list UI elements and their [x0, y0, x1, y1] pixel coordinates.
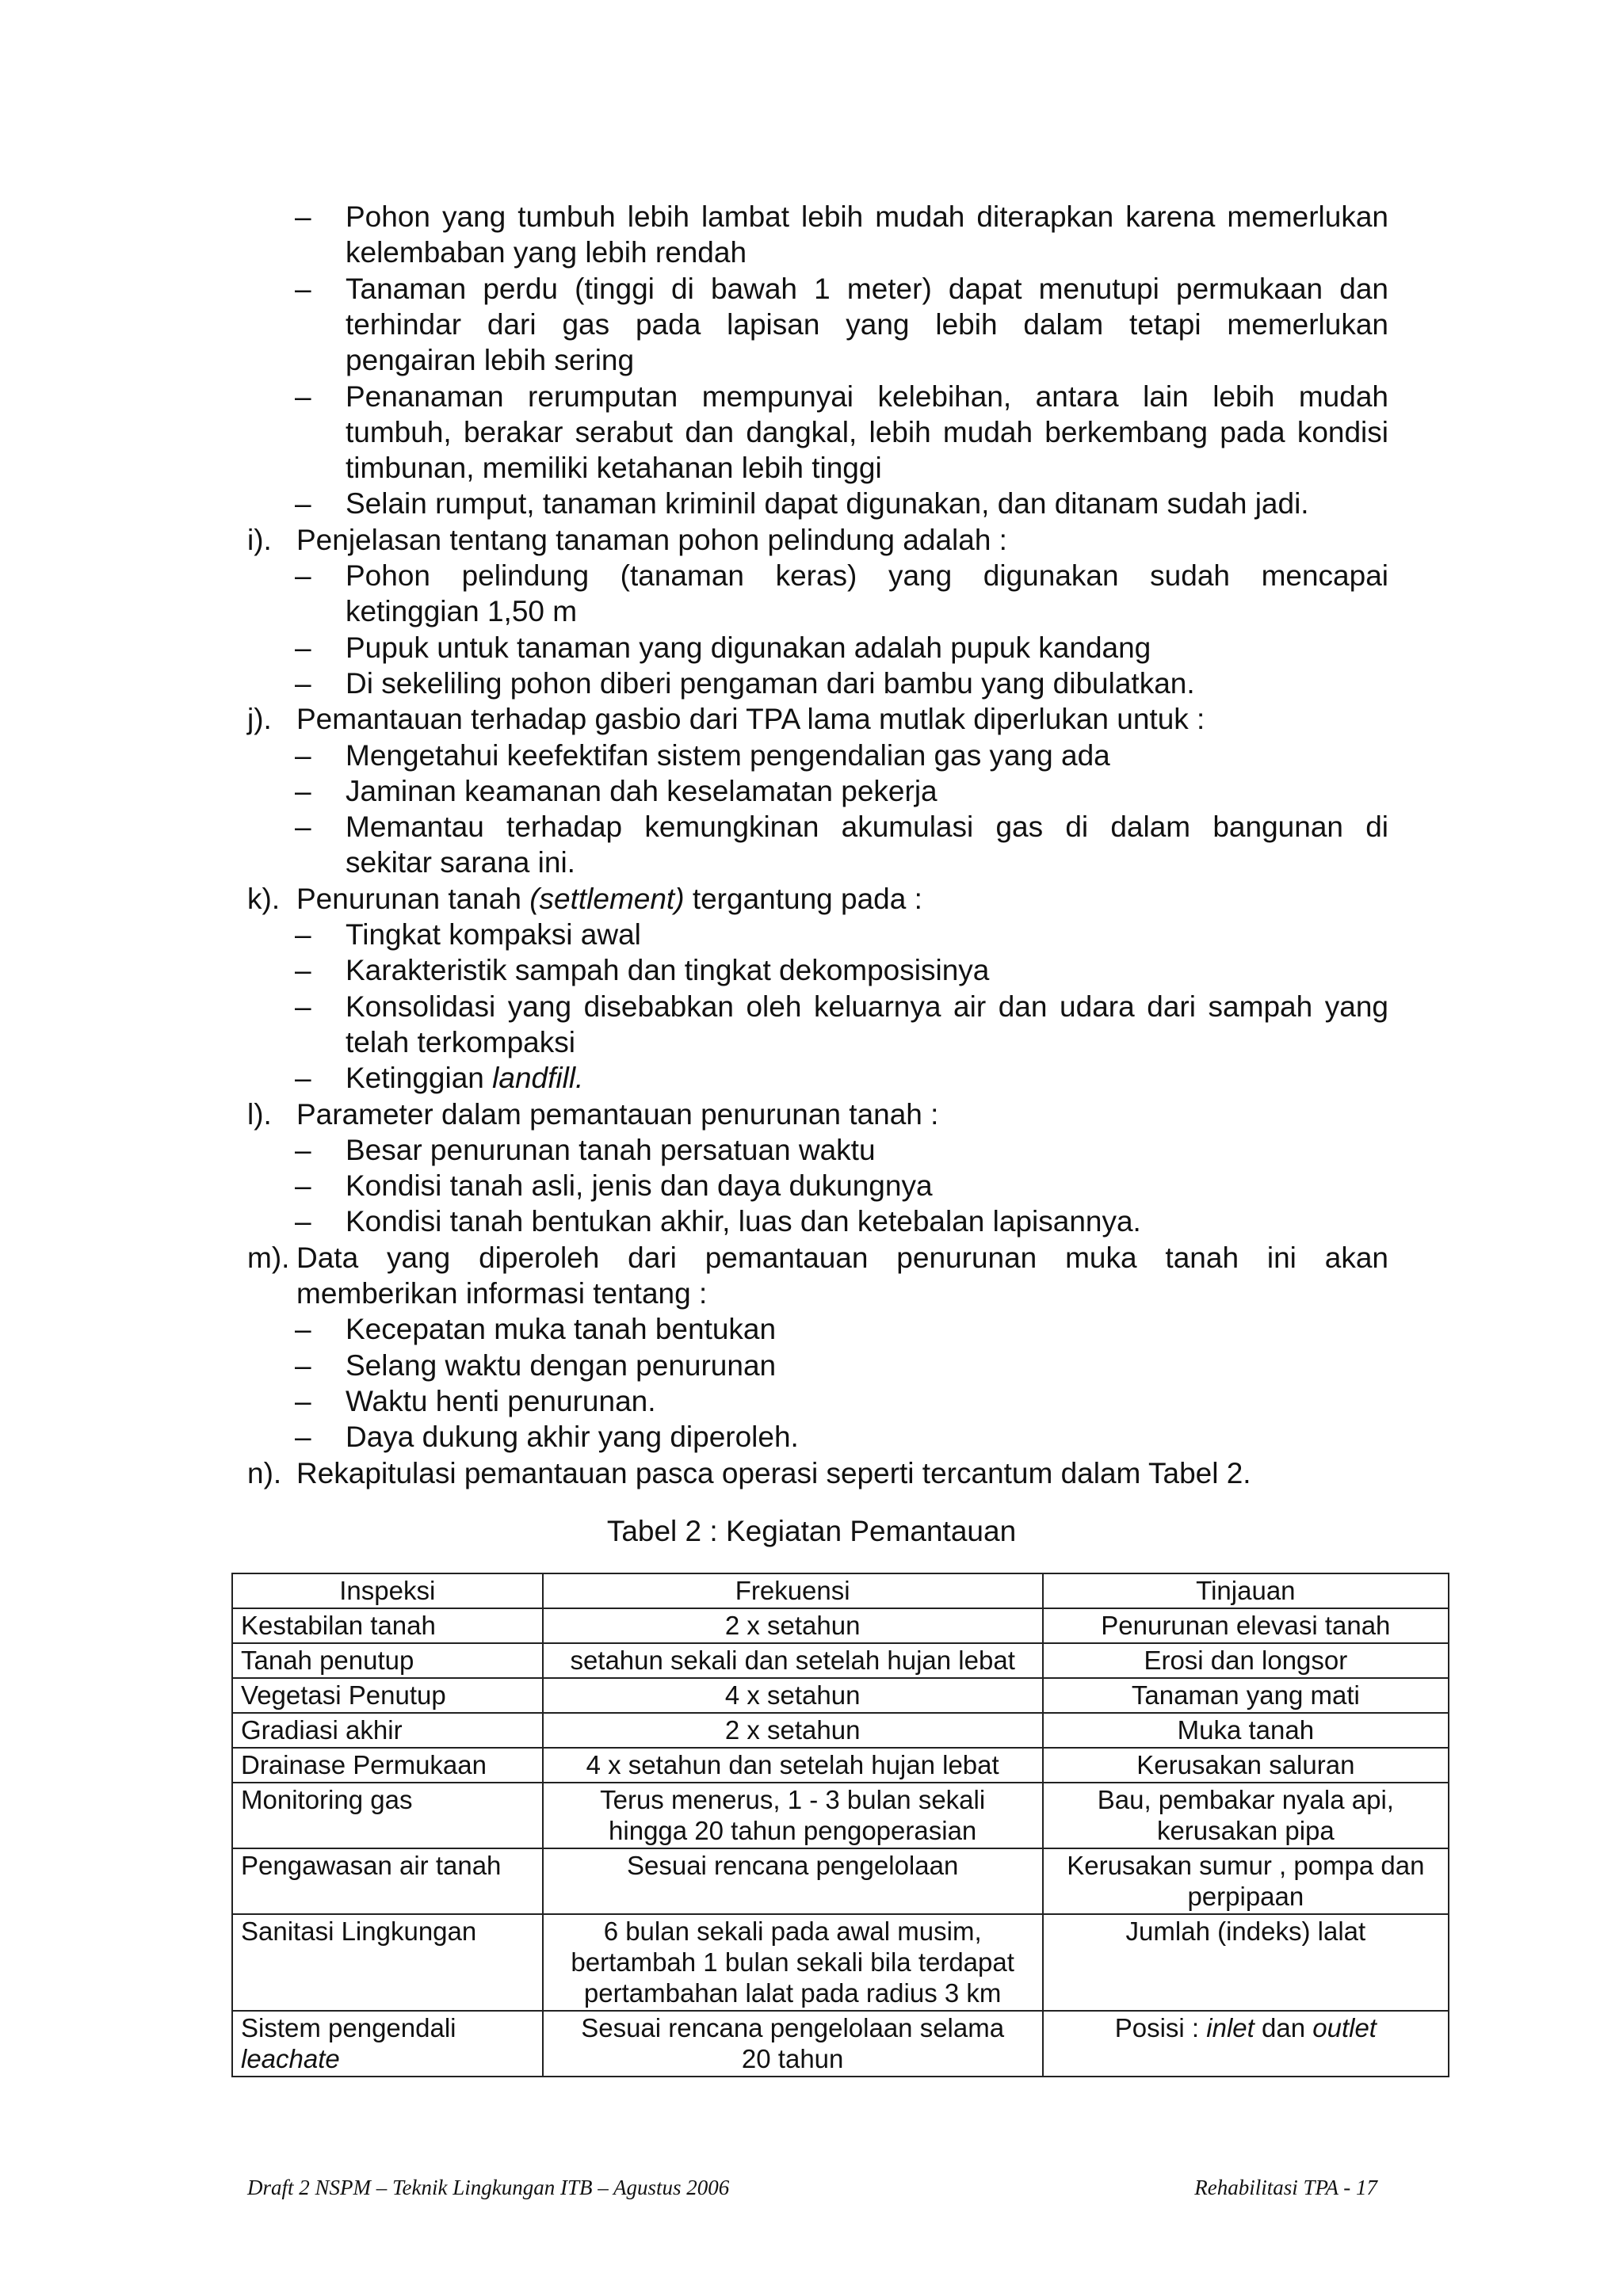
cell-frekuensi: Sesuai rencana pengelolaan	[543, 1848, 1043, 1914]
list-dash: –	[295, 1169, 311, 1203]
list-item-text: kelembaban yang lebih rendah	[346, 236, 747, 269]
list-item-text: telah terkompaksi	[346, 1025, 575, 1058]
list-item-text: Tanaman perdu (tinggi di bawah 1 meter) dapat menutupi permukaan dan	[346, 272, 1388, 305]
list-item-text: pengairan lebih sering	[346, 344, 635, 377]
footer-left: Draft 2 NSPM – Teknik Lingkungan ITB – Agustus 2006	[247, 2176, 730, 2199]
table-header-row	[232, 1573, 1449, 1608]
list-item-text: terhindar dari gas pada lapisan yang lebih dalam tetapi memerlukan	[346, 307, 1388, 341]
cell-inspeksi: Monitoring gas	[232, 1783, 543, 1848]
cell-tinjauan: Bau, pembakar nyala api, kerusakan pipa	[1043, 1783, 1449, 1848]
list-item-heading: Data yang diperoleh dari pemantauan penurunan muka tanah ini akan	[296, 1241, 1388, 1274]
cell-tinjauan: Erosi dan longsor	[1043, 1643, 1449, 1678]
list-item-text: Kecepatan muka tanah bentukan	[346, 1313, 777, 1346]
list-marker: l).	[247, 1097, 272, 1131]
cell-tinjauan: Muka tanah	[1043, 1713, 1449, 1748]
cell-frekuensi: 6 bulan sekali pada awal musim, bertambah 1 bulan sekali bila terdapat pertambahan lalat pada radius 3 km	[543, 1914, 1043, 2011]
list-marker: m).	[247, 1241, 290, 1274]
cell-inspeksi: Vegetasi Penutup	[232, 1678, 543, 1713]
list-item-text: Di sekeliling pohon diberi pengaman dari bambu yang dibulatkan.	[346, 666, 1195, 700]
cell-inspeksi: Sistem pengendali leachate	[232, 2011, 543, 2077]
list-dash: –	[295, 918, 311, 951]
cell-inspeksi: Tanah penutup	[232, 1643, 543, 1678]
table-row	[232, 1783, 1449, 1848]
cell-tinjauan: Kerusakan sumur , pompa dan perpipaan	[1043, 1848, 1449, 1914]
list-dash: –	[295, 272, 311, 305]
table-row	[232, 1748, 1449, 1783]
list-item-text: Ketinggian landfill.	[346, 1062, 584, 1095]
list-dash: –	[295, 738, 311, 772]
list-dash: –	[295, 810, 311, 844]
cell-tinjauan: Kerusakan saluran	[1043, 1748, 1449, 1783]
table-row	[232, 1713, 1449, 1748]
cell-frekuensi: 2 x setahun	[543, 1608, 1043, 1643]
table-row	[232, 1914, 1449, 2011]
list-item-text: tumbuh, berakar serabut dan dangkal, lebih mudah berkembang pada kondisi	[346, 415, 1388, 448]
table-row	[232, 1643, 1449, 1678]
list-item-text: Selain rumput, tanaman kriminil dapat digunakan, dan ditanam sudah jadi.	[346, 487, 1309, 521]
list-item-heading: Penurunan tanah (settlement) tergantung pada :	[296, 882, 922, 915]
list-dash: –	[295, 666, 311, 700]
list-dash: –	[295, 1348, 311, 1382]
cell-frekuensi: setahun sekali dan setelah hujan lebat	[543, 1643, 1043, 1678]
list-item-text: Pohon yang tumbuh lebih lambat lebih mudah diterapkan karena memerlukan	[346, 200, 1388, 233]
list-item-text: Jaminan keamanan dah keselamatan pekerja	[346, 774, 938, 807]
list-item-text: Kondisi tanah asli, jenis dan daya dukungnya	[346, 1169, 933, 1203]
list-item-text: sekitar sarana ini.	[346, 846, 575, 879]
list-item-text: Mengetahui keefektifan sistem pengendalian gas yang ada	[346, 738, 1110, 772]
cell-tinjauan: Tanaman yang mati	[1043, 1678, 1449, 1713]
cell-inspeksi: Sanitasi Lingkungan	[232, 1914, 543, 2011]
cell-tinjauan: Posisi : inlet dan outlet	[1043, 2011, 1449, 2077]
table-row	[232, 1848, 1449, 1914]
list-dash: –	[295, 1062, 311, 1095]
table-row	[232, 2011, 1449, 2077]
header-tinjauan: Tinjauan	[1043, 1573, 1449, 1608]
cell-frekuensi: 4 x setahun	[543, 1678, 1043, 1713]
cell-frekuensi: 4 x setahun dan setelah hujan lebat	[543, 1748, 1043, 1783]
cell-frekuensi: Sesuai rencana pengelolaan selama 20 tahun	[543, 2011, 1043, 2077]
cell-inspeksi: Gradiasi akhir	[232, 1713, 543, 1748]
list-dash: –	[295, 487, 311, 521]
list-item-text: Daya dukung akhir yang diperoleh.	[346, 1421, 799, 1454]
list-dash: –	[295, 990, 311, 1023]
list-dash: –	[295, 200, 311, 233]
cell-tinjauan: Penurunan elevasi tanah	[1043, 1608, 1449, 1643]
list-dash: –	[295, 1384, 311, 1417]
list-item-text: Pohon pelindung (tanaman keras) yang digunakan sudah mencapai	[346, 559, 1388, 592]
list-item-text: Pupuk untuk tanaman yang digunakan adalah pupuk kandang	[346, 631, 1151, 664]
table-row	[232, 1678, 1449, 1713]
list-item-text: Penanaman rerumputan mempunyai kelebihan, antara lain lebih mudah	[346, 379, 1388, 413]
cell-frekuensi: Terus menerus, 1 - 3 bulan sekali hingga 20 tahun pengoperasian	[543, 1783, 1043, 1848]
list-item-heading: Parameter dalam pemantauan penurunan tanah :	[296, 1097, 939, 1131]
list-dash: –	[295, 379, 311, 413]
list-marker: i).	[247, 523, 272, 556]
list-dash: –	[295, 774, 311, 807]
list-dash: –	[295, 1133, 311, 1166]
list-dash: –	[295, 954, 311, 987]
list-dash: –	[295, 631, 311, 664]
list-item-text: Selang waktu dengan penurunan	[346, 1348, 777, 1382]
list-item-text: timbunan, memiliki ketahanan lebih tinggi	[346, 452, 882, 485]
list-marker: k).	[247, 882, 281, 915]
list-item-heading: memberikan informasi tentang :	[296, 1277, 708, 1310]
cell-inspeksi: Kestabilan tanah	[232, 1608, 543, 1643]
table-row	[232, 1608, 1449, 1643]
list-item-text: Waktu henti penurunan.	[346, 1384, 656, 1417]
list-item-text: Tingkat kompaksi awal	[346, 918, 641, 951]
list-marker: j).	[247, 703, 272, 736]
table-caption: Tabel 2 : Kegiatan Pemantauan	[606, 1515, 1017, 1547]
list-item-heading: Penjelasan tentang tanaman pohon pelindung adalah :	[296, 523, 1007, 556]
list-item-heading: Pemantauan terhadap gasbio dari TPA lama mutlak diperlukan untuk :	[296, 703, 1205, 736]
monitoring-table	[231, 1573, 1449, 2077]
list-item-text: Karakteristik sampah dan tingkat dekomposisinya	[346, 954, 990, 987]
header-inspeksi: Inspeksi	[232, 1573, 543, 1608]
header-frekuensi: Frekuensi	[543, 1573, 1043, 1608]
cell-frekuensi: 2 x setahun	[543, 1713, 1043, 1748]
list-item-text: ketinggian 1,50 m	[346, 595, 578, 628]
footer-right: Rehabilitasi TPA - 17	[1194, 2176, 1377, 2199]
cell-tinjauan: Jumlah (indeks) lalat	[1043, 1914, 1449, 2011]
list-item-text: Konsolidasi yang disebabkan oleh keluarnya air dan udara dari sampah yang	[346, 990, 1388, 1023]
list-dash: –	[295, 1313, 311, 1346]
list-item-text: Memantau terhadap kemungkinan akumulasi gas di dalam bangunan di	[346, 810, 1388, 844]
list-dash: –	[295, 1421, 311, 1454]
list-item-heading: Rekapitulasi pemantauan pasca operasi seperti tercantum dalam Tabel 2.	[296, 1456, 1251, 1489]
list-item-text: Besar penurunan tanah persatuan waktu	[346, 1133, 876, 1166]
list-dash: –	[295, 1205, 311, 1238]
cell-inspeksi: Drainase Permukaan	[232, 1748, 543, 1783]
list-item-text: Kondisi tanah bentukan akhir, luas dan ketebalan lapisannya.	[346, 1205, 1141, 1238]
list-dash: –	[295, 559, 311, 592]
cell-inspeksi: Pengawasan air tanah	[232, 1848, 543, 1914]
list-marker: n).	[247, 1456, 282, 1489]
